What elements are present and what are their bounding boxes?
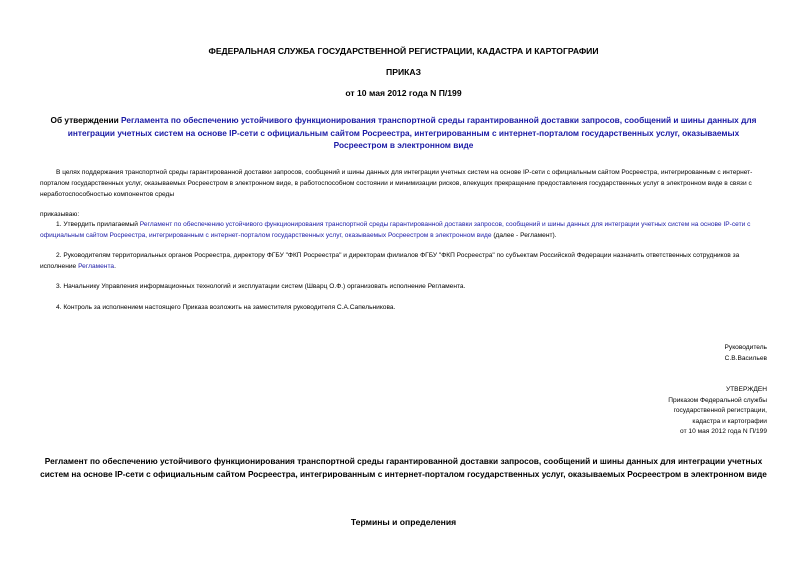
- item-4: 4. Контроль за исполнением настоящего Приказа возложить на заместителя руководителя С.А.Сапельникова.: [56, 304, 396, 311]
- item-2-prefix: 2. Руководителям территориальных органов Росреестра, директору ФГБУ "ФКП Росреестра" и директорам филиалов ФГБУ "ФКП Росреестра" по субъектам Российской Федерации назначить ответственных сотрудников за исполнение: [40, 252, 740, 270]
- signature-role: Руководитель: [724, 344, 767, 351]
- approval-line-3: государственной регистрации,: [673, 407, 767, 414]
- approval-line-4: кадастра и картографии: [692, 417, 767, 425]
- date-number: от 10 мая 2012 года N П/199: [345, 88, 462, 98]
- signature-name: С.В.Васильев: [724, 354, 767, 362]
- item-1: [40, 219, 767, 241]
- approval-line-5: от 10 мая 2012 года N П/199: [680, 428, 767, 435]
- approval-block: [560, 385, 767, 438]
- order-title: [40, 114, 767, 152]
- item-1-regulation-link[interactable]: Регламент по обеспечению устойчивого функционирования транспортной среды гарантированной доставки запросов, сообщений и шины данных для интеграции учетных систем на основе IP-сети с официальным сайтом Росреестра, интегрированным с интернет-порталом государственных услуг, оказываемых Росреестром в электронном виде: [40, 221, 751, 239]
- item-2-regulation-link[interactable]: Регламента: [78, 263, 115, 270]
- section-title: Термины и определения: [350, 517, 457, 527]
- item-2: [40, 250, 767, 272]
- approval-line-2: Приказом Федеральной службы: [668, 396, 767, 404]
- item-1-prefix: 1. Утвердить прилагаемый: [56, 221, 140, 228]
- agency-heading: ФЕДЕРАЛЬНАЯ СЛУЖБА ГОСУДАРСТВЕННОЙ РЕГИСТРАЦИИ, КАДАСТРА И КАРТОГРАФИИ: [208, 46, 599, 56]
- order-word: приказываю:: [40, 211, 80, 218]
- item-2-suffix: .: [114, 263, 116, 270]
- approval-line-1: УТВЕРЖДЕН: [725, 386, 767, 393]
- signature-block: [560, 343, 767, 364]
- order-title-prefix: Об утверждении: [50, 115, 122, 125]
- item-3: 3. Начальнику Управления информационных технологий и эксплуатации систем (Шварц О.Ф.) организовать исполнение Регламента.: [56, 283, 466, 290]
- preamble-paragraph: В целях поддержания транспортной среды гарантированной доставки запросов, сообщений и шины данных для интеграции учетных систем на основе IP-сети с официальным сайтом Росреестра, интегрированным с интернет-порталом государственных услуг, оказываемых Росреестром в электронном виде, в работоспособном состоянии и минимизации рисков, влекущих прекращение предоставления государственных услуг в электронном виде в связи с неработоспособностью компонентов среды: [40, 169, 753, 198]
- doc-type-heading: ПРИКАЗ: [386, 67, 421, 77]
- item-1-suffix: (далее - Регламент).: [491, 232, 557, 239]
- regulation-link[interactable]: Регламента по обеспечению устойчивого функционирования транспортной среды гарантированной доставки запросов, сообщений и шины данных для интеграции учетных систем на основе IP-сети с официальным сайтом Росреестра, интегрированным с интернет-порталом государственных услуг, оказываемых Росреестром в электронном виде: [67, 115, 757, 150]
- regulation-title: Регламент по обеспечению устойчивого функционирования транспортной среды гарантированной доставки запросов, сообщений и шины данных для интеграции учетных систем на основе IP-сети с официальным сайтом Росреестра, интегрированным с интернет-порталом государственных услуг, оказываемых Росреестром в электронном виде: [40, 456, 767, 479]
